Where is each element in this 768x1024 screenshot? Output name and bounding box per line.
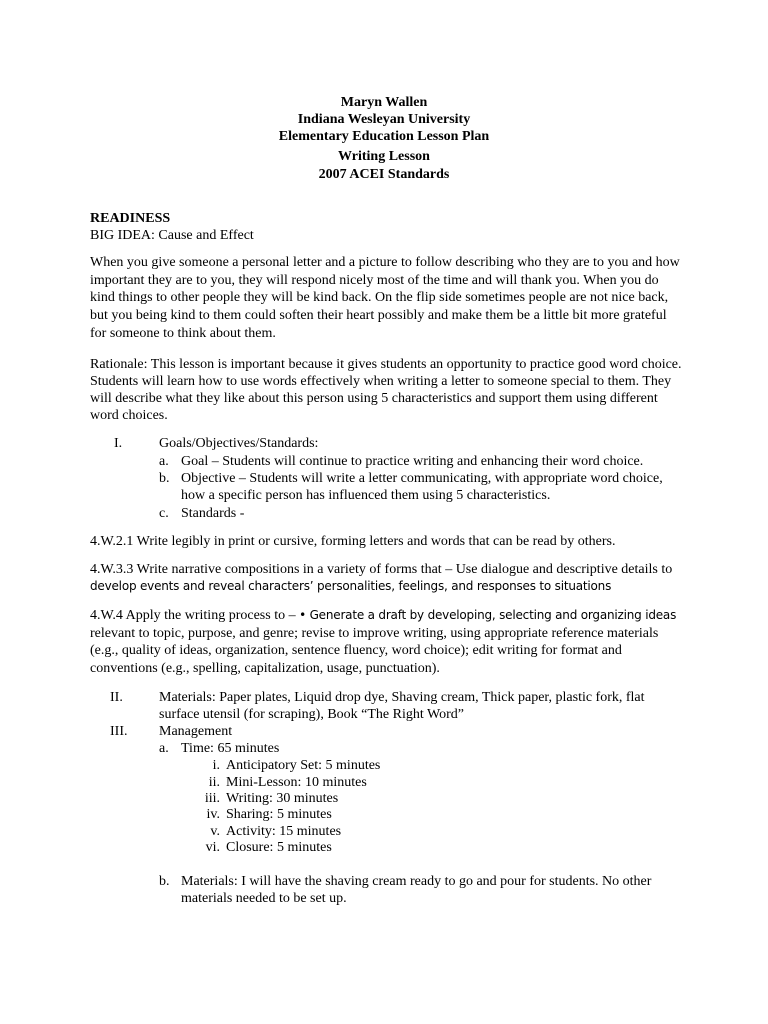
time-item-text: Activity: 15 minutes [226, 824, 342, 839]
section-title: Goals/Objectives/Standards: [159, 436, 319, 451]
time-item [194, 823, 341, 840]
standard-text-start: 4.W.4 Apply the writing process to – [90, 608, 300, 623]
list-letter: b. [159, 874, 170, 889]
list-letter: b. [159, 471, 170, 486]
readiness-heading: READINESS [90, 211, 171, 226]
standard-text: 4.W.3.3 Write narrative compositions in a variety of forms that – Use dialogue and descriptive details to [90, 562, 673, 577]
readiness-paragraph-line: kind things to other people they will be kind back. On the flip side sometimes people are not nice back, [90, 290, 669, 305]
roman-numeral: i. [212, 758, 220, 773]
time-item-text: Sharing: 5 minutes [226, 807, 332, 822]
standard-text-bullet: • Generate a draft by developing, selecting and organizing ideas [299, 608, 677, 622]
time-text: Time: 65 minutes [181, 741, 280, 756]
time-item [194, 839, 332, 856]
time-item-text: Anticipatory Set: 5 minutes [226, 758, 381, 773]
time-item [194, 790, 338, 807]
time-item-text: Closure: 5 minutes [226, 840, 332, 855]
big-idea: BIG IDEA: Cause and Effect [90, 228, 254, 243]
standards-title: 2007 ACEI Standards [318, 167, 450, 182]
standard-text: 4.W.2.1 Write legibly in print or cursive, forming letters and words that can be read by others. [90, 534, 616, 549]
list-letter: a. [159, 454, 169, 469]
standard-text: conventions (e.g., spelling, capitalization, usage, punctuation). [90, 661, 440, 676]
standard-text: relevant to topic, purpose, and genre; revise to improve writing, using appropriate reference materials [90, 626, 659, 641]
time-item-text: Writing: 30 minutes [226, 791, 339, 806]
roman-numeral: v. [210, 824, 220, 839]
rationale-line: Rationale: This lesson is important because it gives students an opportunity to practice good word choice. [90, 357, 682, 372]
section-number: I. [114, 436, 123, 451]
readiness-paragraph-line: for someone to think about them. [90, 326, 276, 341]
objective-text: Objective – Students will write a letter communicating, with appropriate word choice, [181, 471, 663, 486]
section-number: II. [110, 690, 123, 705]
roman-numeral: iii. [204, 791, 220, 806]
standard-text [90, 607, 676, 624]
section-title: Management [159, 724, 233, 739]
materials-note: Materials: I will have the shaving cream ready to go and pour for students. No other [181, 874, 652, 889]
list-letter: a. [159, 741, 169, 756]
time-item [194, 757, 380, 774]
materials-text: Materials: Paper plates, Liquid drop dye, Shaving cream, Thick paper, plastic fork, flat [159, 690, 645, 705]
rationale-line: Students will learn how to use words effectively when writing a letter to someone special to them. They [90, 374, 672, 389]
roman-numeral: iv. [206, 807, 220, 822]
university-name: Indiana Wesleyan University [297, 112, 471, 127]
list-letter: c. [159, 506, 169, 521]
readiness-paragraph-line: important they are to you, they will respond nicely most of the time and will thank you. When you do [90, 273, 659, 288]
roman-numeral: vi. [205, 840, 220, 855]
readiness-paragraph-line: but you being kind to them could soften their heart possibly and make them be a little bit more grateful [90, 308, 667, 323]
lesson-title: Writing Lesson [338, 149, 430, 164]
section-number: III. [110, 724, 128, 739]
author-name: Maryn Wallen [340, 95, 428, 110]
time-item [194, 806, 332, 823]
plan-type: Elementary Education Lesson Plan [278, 129, 490, 144]
standard-text: develop events and reveal characters’ personalities, feelings, and responses to situations [90, 579, 612, 593]
standard-text: (e.g., quality of ideas, organization, sentence fluency, word choice); edit writing for format and [90, 643, 622, 658]
time-item-text: Mini-Lesson: 10 minutes [226, 775, 367, 790]
roman-numeral: ii. [208, 775, 220, 790]
objective-text: how a specific person has influenced them using 5 characteristics. [181, 488, 551, 503]
standards-label: Standards - [181, 506, 245, 521]
time-item [194, 774, 367, 791]
materials-note: materials needed to be set up. [181, 891, 347, 906]
materials-text: surface utensil (for scraping), Book “The Right Word” [159, 707, 464, 722]
rationale-line: will describe what they like about this person using 5 characteristics and support them using different [90, 391, 658, 406]
goal-text: Goal – Students will continue to practice writing and enhancing their word choice. [181, 454, 644, 469]
rationale-line: word choices. [90, 408, 168, 423]
readiness-paragraph-line: When you give someone a personal letter and a picture to follow describing who they are to you and how [90, 255, 680, 270]
